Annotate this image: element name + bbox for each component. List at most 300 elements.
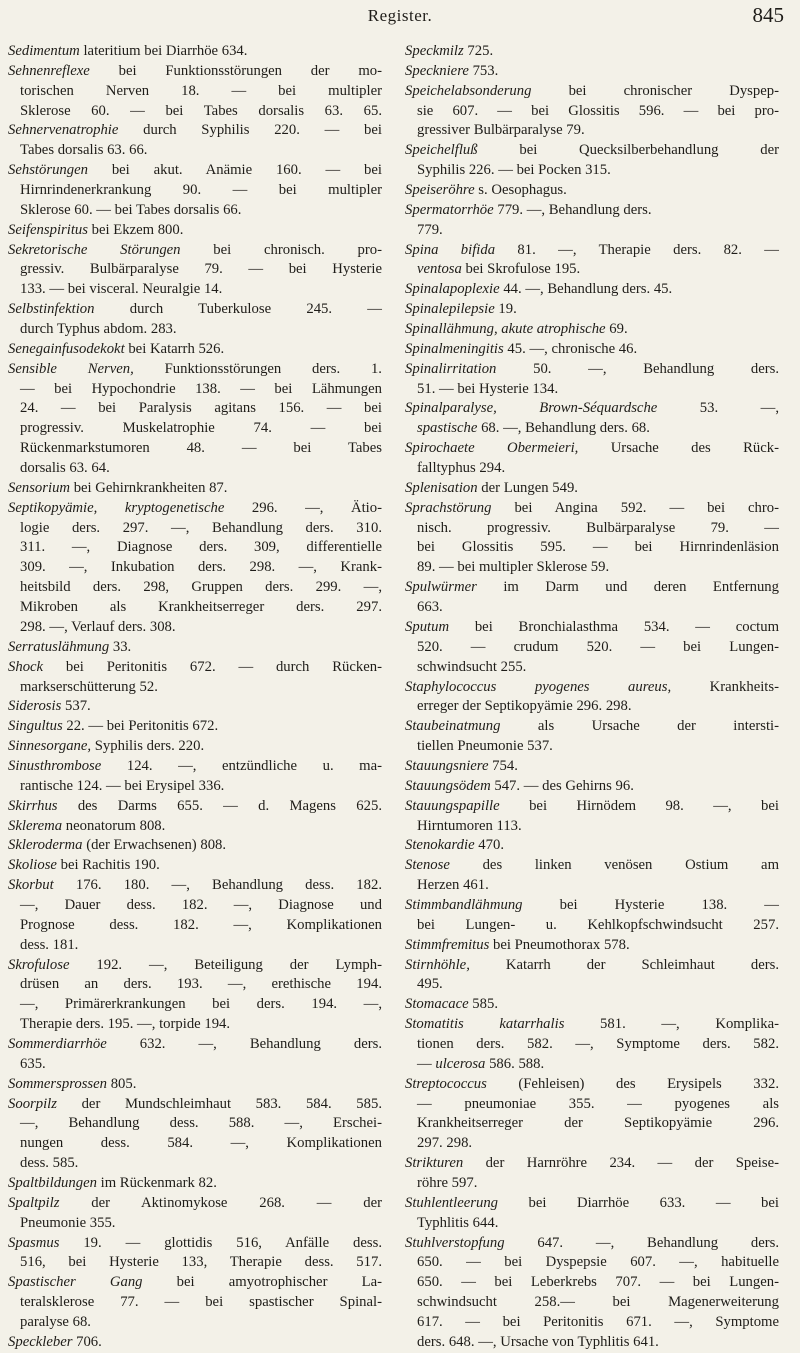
index-entry-line <box>8 658 382 678</box>
index-text: 69. <box>605 321 628 338</box>
index-entry-line <box>405 598 779 618</box>
index-text: 68. —, Behandlung ders. 68. <box>477 420 650 437</box>
index-entry-line <box>8 1055 382 1075</box>
index-entry-line <box>8 1293 382 1313</box>
index-text: 650. — bei Dyspepsie 607. —, habituelle <box>417 1254 779 1271</box>
index-keyword: Staubeinatmung <box>405 718 501 735</box>
index-text: Rückenmarkstumoren 48. — bei Tabes <box>20 440 382 457</box>
index-entry-line <box>405 499 779 519</box>
index-text: 754. <box>488 757 518 774</box>
index-text: markserschütterung 52. <box>20 678 158 695</box>
index-entry-line <box>405 578 779 598</box>
index-keyword: Sputum <box>405 618 450 635</box>
index-text: Krankheitserreger der Septikopyämie 296. <box>417 1115 779 1132</box>
index-text: erreger der Septikopyämie 296. 298. <box>417 698 632 715</box>
index-text: Therapie ders. 195. —, torpide 194. <box>20 1016 231 1033</box>
index-entry-line <box>405 836 779 856</box>
index-entry-line <box>8 876 382 896</box>
index-entry-line <box>8 499 382 519</box>
index-column-right <box>405 42 779 1353</box>
index-entry-line <box>8 459 382 479</box>
index-entry-line <box>8 1134 382 1154</box>
index-text: 663. <box>417 599 443 616</box>
index-keyword: Stenokardie <box>405 837 475 854</box>
index-keyword: Spinallähmung, akute atrophische <box>405 321 606 338</box>
index-keyword: Stomacace <box>405 996 469 1013</box>
index-keyword: Skorbut <box>8 877 54 894</box>
index-text: Sklerose 60. — bei Tabes dorsalis 66. <box>20 201 242 218</box>
index-entry-line <box>405 797 779 817</box>
index-entry-line <box>8 62 382 82</box>
index-keyword: Serratuslähmung <box>8 638 110 655</box>
index-entry-line <box>8 479 382 499</box>
index-entry-line <box>8 1075 382 1095</box>
index-entry-line <box>8 757 382 777</box>
index-entry-line <box>8 519 382 539</box>
index-text: 19. — glottidis 516, Anfälle dess. <box>59 1234 382 1251</box>
index-keyword: Spasmus <box>8 1234 60 1251</box>
index-entry-line <box>8 201 382 221</box>
index-keyword: Sprachstörung <box>405 499 492 516</box>
index-entry-line <box>405 260 779 280</box>
index-keyword: Stuhlverstopfung <box>405 1234 505 1251</box>
index-keyword: Spulwürmer <box>405 579 477 596</box>
page-header <box>0 0 800 40</box>
index-entry-line <box>405 280 779 300</box>
index-text: 309. —, Inkubation ders. 298. —, Krank- <box>20 559 382 576</box>
index-text: 753. <box>468 62 499 79</box>
index-keyword: Singultus <box>8 718 63 735</box>
index-text: der Harnröhre 234. — der Speise- <box>463 1155 779 1172</box>
index-text: 520. — crudum 520. — bei Lungen- <box>417 638 779 655</box>
index-entry-line <box>405 360 779 380</box>
index-text: schwindsucht 258.— bei Magenerweiterung <box>417 1294 779 1311</box>
index-entry-line <box>8 896 382 916</box>
index-text: 89. — bei multipler Sklerose 59. <box>417 559 610 576</box>
index-text: im Darm und deren Entfernung <box>476 579 779 596</box>
index-entry-line <box>405 181 779 201</box>
index-entry-line <box>405 956 779 976</box>
index-text: 124. —, entzündliche u. ma- <box>101 757 382 774</box>
index-entry-line <box>8 399 382 419</box>
index-text: 44. —, Behandlung ders. 45. <box>499 281 673 298</box>
index-keyword: Sinusthrombose <box>8 757 102 774</box>
index-entry-line <box>8 1273 382 1293</box>
index-text: — pneumoniae 355. — pyogenes als <box>417 1095 779 1112</box>
index-entry-line <box>8 141 382 161</box>
index-entry-line <box>8 1313 382 1333</box>
index-entry-line <box>8 280 382 300</box>
index-keyword: Septikopyämie, kryptogenetische <box>8 499 225 516</box>
index-text: ders. 648. —, Ursache von Typhlitis 641. <box>417 1333 659 1350</box>
index-keyword: Stenose <box>405 857 450 874</box>
index-keyword: Spinalparalyse, Brown-Séquardsche <box>405 400 658 417</box>
index-text: Tabes dorsalis 63. 66. <box>20 142 148 159</box>
index-text: bei chronisch. pro- <box>180 241 382 258</box>
index-entry-line <box>405 459 779 479</box>
index-text: 33. <box>109 638 132 655</box>
index-keyword: Sensible Nerven, <box>8 360 134 377</box>
index-entry-line <box>405 1313 779 1333</box>
index-text: 50. —, Behandlung ders. <box>496 360 779 377</box>
index-entry-line <box>405 241 779 261</box>
index-entry-line <box>8 578 382 598</box>
index-entry-line <box>405 658 779 678</box>
index-text: (Fehleisen) des Erysipels 332. <box>486 1075 779 1092</box>
index-text: Typhlitis 644. <box>417 1214 499 1231</box>
index-text: der Lungen 549. <box>477 479 578 496</box>
running-head: Register. <box>367 6 433 25</box>
index-entry-line <box>405 538 779 558</box>
index-text: dess. 585. <box>20 1155 79 1172</box>
index-text: bei Rachitis 190. <box>56 857 160 874</box>
index-text: 779. <box>417 221 443 238</box>
index-text: Syphilis 226. — bei Pocken 315. <box>417 162 611 179</box>
index-entry-line <box>405 300 779 320</box>
index-keyword: Spaltpilz <box>8 1194 60 1211</box>
index-text: 725. <box>463 43 494 59</box>
index-entry-line <box>8 260 382 280</box>
index-entry-line <box>405 876 779 896</box>
index-entry-line <box>8 737 382 757</box>
index-entry-line <box>8 1154 382 1174</box>
index-text: 516, bei Hysterie 133, Therapie dess. 517. <box>20 1254 382 1271</box>
index-entry-line <box>405 1293 779 1313</box>
index-entry-line <box>405 975 779 995</box>
index-entry-line <box>405 995 779 1015</box>
index-keyword: Speiseröhre <box>405 182 475 199</box>
index-entry-line <box>405 717 779 737</box>
index-text: der Aktinomykose 268. — der <box>59 1194 382 1211</box>
index-text: des Darms 655. — d. Magens 625. <box>57 797 382 814</box>
index-text: — bei Hypochondrie 138. — bei Lähmungen <box>20 380 382 397</box>
index-text: progressiv. Muskelatrophie 74. — bei <box>20 420 382 437</box>
index-entry-line <box>8 797 382 817</box>
index-text: tiellen Pneumonie 537. <box>417 738 553 755</box>
index-entry-line <box>8 42 382 62</box>
index-entry-line <box>8 1214 382 1234</box>
index-text: bei amyotrophischer La- <box>142 1274 382 1291</box>
index-keyword: Speckmilz <box>405 43 464 59</box>
index-keyword: Stauungsniere <box>405 757 489 774</box>
index-entry-line <box>8 181 382 201</box>
index-entry-line <box>405 1134 779 1154</box>
index-keyword: Sehstörungen <box>8 162 88 179</box>
index-text: 53. —, <box>657 400 780 417</box>
index-text: bei Pneumothorax 578. <box>489 936 630 953</box>
index-keyword: Sklerema <box>8 817 63 834</box>
index-entry-line <box>405 697 779 717</box>
index-text: röhre 597. <box>417 1174 478 1191</box>
index-entry-line <box>405 1174 779 1194</box>
index-entry-line <box>405 856 779 876</box>
index-text: 706. <box>72 1333 102 1350</box>
index-keyword: Stuhlentleerung <box>405 1194 499 1211</box>
index-text: 296. —, Ätio- <box>224 499 382 516</box>
index-entry-line <box>405 1253 779 1273</box>
index-text: dorsalis 63. 64. <box>20 460 110 477</box>
index-entry-line <box>8 380 382 400</box>
index-entry-line <box>405 161 779 181</box>
index-text: bei Angina 592. — bei chro- <box>491 499 779 516</box>
index-text: als Ursache der intersti- <box>500 718 779 735</box>
index-keyword: Speckleber <box>8 1333 73 1350</box>
index-text: teralsklerose 77. — bei spastischer Spinal- <box>20 1294 382 1311</box>
index-keyword: Sklerodermа <box>8 837 83 854</box>
index-keyword: Stomatitis katarrhalis <box>405 1016 565 1033</box>
index-entry-line <box>405 777 779 797</box>
index-entry-line <box>8 598 382 618</box>
index-text: drüsen an ders. 193. —, erethische 194. <box>20 976 382 993</box>
index-text: 297. 298. <box>417 1135 473 1152</box>
page-number: 845 <box>752 3 784 27</box>
index-entry-line <box>8 1095 382 1115</box>
index-text: durch Typhus abdom. 283. <box>20 321 177 338</box>
index-entry-line <box>8 1333 382 1353</box>
index-text: bei Hirnödem 98. —, bei <box>499 797 779 814</box>
index-entry-line <box>405 221 779 241</box>
index-entry-line <box>405 121 779 141</box>
index-entry-line <box>405 320 779 340</box>
index-text: lateritium bei Diarrhöe 634. <box>79 43 248 59</box>
index-keyword: Sensorium <box>8 479 71 496</box>
index-keyword: Sommerdiarrhöe <box>8 1035 107 1052</box>
index-text: gressiver Bulbärparalyse 79. <box>417 122 585 139</box>
index-entry-line <box>8 777 382 797</box>
index-keyword: Sehnenreflexe <box>8 62 90 79</box>
index-keyword: Spermatorrhöe <box>405 201 494 218</box>
index-text: paralyse 68. <box>20 1314 91 1330</box>
index-entry-line <box>8 1234 382 1254</box>
index-text: 133. — bei visceral. Neuralgie 14. <box>20 281 223 298</box>
index-text: Krankheits- <box>671 678 779 695</box>
index-text: 805. <box>107 1075 137 1092</box>
index-text: 81. —, Therapie ders. 82. — <box>495 241 779 258</box>
index-text: 547. — des Gehirns 96. <box>490 777 634 794</box>
index-entry-line <box>405 82 779 102</box>
index-text: Mikroben als Krankheitserreger ders. 297. <box>20 599 382 616</box>
index-entry-line <box>405 1154 779 1174</box>
index-entry-line <box>405 439 779 459</box>
index-entry-line <box>405 42 779 62</box>
index-text: 45. —, chronische 46. <box>503 340 638 357</box>
index-keyword: Spaltbildungen <box>8 1174 97 1191</box>
index-keyword: Sedimentum <box>8 43 80 59</box>
index-entry-line <box>405 62 779 82</box>
index-entry-line <box>405 102 779 122</box>
index-keyword: Splenisation <box>405 479 478 496</box>
index-text: 298. —, Verlauf ders. 308. <box>20 618 176 635</box>
index-keyword: Spinalmeningitis <box>405 340 504 357</box>
index-keyword: Stirnhöhle, <box>405 956 470 973</box>
index-entry-line <box>405 916 779 936</box>
index-entry-line <box>8 360 382 380</box>
index-text: falltyphus 294. <box>417 460 506 477</box>
index-text: 51. — bei Hysterie 134. <box>417 380 559 397</box>
index-text: im Rückenmark 82. <box>96 1174 217 1191</box>
index-keyword: Stimmbandlähmung <box>405 896 523 913</box>
index-keyword: Stauungspapille <box>405 797 500 814</box>
index-text: 779. —, Behandlung ders. <box>493 201 652 218</box>
index-entry-line <box>405 1114 779 1134</box>
index-text: 192. —, Beteiligung der Lymph- <box>69 956 382 973</box>
index-entry-line <box>405 519 779 539</box>
index-text: — <box>417 1055 436 1072</box>
index-text: (der Erwachsenen) 808. <box>82 837 227 854</box>
index-entry-line <box>405 1075 779 1095</box>
index-text: bei Ekzem 800. <box>87 221 184 238</box>
index-entry-line <box>8 439 382 459</box>
index-text: tionen ders. 582. —, Symptome ders. 582. <box>417 1035 779 1052</box>
index-text: gressiv. Bulbärparalyse 79. — bei Hysterie <box>20 261 382 278</box>
index-text: Funktionsstörungen ders. 1. <box>133 360 382 377</box>
index-text: 495. <box>417 976 443 993</box>
index-entry-line <box>8 221 382 241</box>
index-text: 647. —, Behandlung ders. <box>504 1234 779 1251</box>
index-text: 585. <box>468 996 498 1013</box>
index-text: Syphilis ders. 220. <box>91 738 205 755</box>
index-text: Hirntumoren 113. <box>417 817 522 834</box>
index-keyword: Sommersprossen <box>8 1075 108 1092</box>
index-text: 650. — bei Leberkrebs 707. — bei Lungen- <box>417 1274 779 1291</box>
index-keyword: Speichelabsonderung <box>405 82 532 99</box>
index-entry-line <box>8 121 382 141</box>
index-entry-line <box>8 975 382 995</box>
index-entry-line <box>405 399 779 419</box>
index-entry-line <box>405 201 779 221</box>
index-text: 176. 180. —, Behandlung dess. 182. <box>53 877 382 894</box>
index-keyword: Strikturen <box>405 1155 464 1172</box>
index-text: nungen dess. 584. —, Komplikationen <box>20 1135 382 1152</box>
index-keyword: Speckniere <box>405 62 469 79</box>
index-text: bei Diarrhöe 633. — bei <box>498 1194 779 1211</box>
index-entry-line <box>8 1114 382 1134</box>
index-text: schwindsucht 255. <box>417 658 527 675</box>
index-entry-line <box>405 936 779 956</box>
index-text: durch Syphilis 220. — bei <box>118 122 382 139</box>
index-text: 470. <box>474 837 504 854</box>
index-entry-line <box>405 558 779 578</box>
index-keyword: Spinalepilepsie <box>405 301 495 318</box>
index-entry-line <box>405 419 779 439</box>
index-text: 537. <box>61 698 91 715</box>
index-text: bei Glossitis 595. — bei Hirnrindenläsion <box>417 539 779 556</box>
index-keyword: Stauungsödem <box>405 777 491 794</box>
index-column-left <box>8 42 382 1353</box>
index-text: bei Funktionsstörungen der mo- <box>89 62 382 79</box>
index-entry-line <box>405 1035 779 1055</box>
index-entry-line <box>8 817 382 837</box>
index-entry-line <box>405 817 779 837</box>
index-text: 19. <box>494 301 517 318</box>
index-keyword: Siderosis <box>8 698 62 715</box>
index-keyword: Skrofulose <box>8 956 70 973</box>
index-text: dess. 181. <box>20 936 79 953</box>
index-entry-line <box>405 618 779 638</box>
index-entry-line <box>8 1253 382 1273</box>
index-text: bei Skrofulose 195. <box>461 261 581 278</box>
index-text: des linken venösen Ostium am <box>449 857 779 874</box>
index-keyword: Seifenspiritus <box>8 221 88 238</box>
index-keyword: Spastischer Gang <box>8 1274 143 1291</box>
index-keyword: Soorpilz <box>8 1095 57 1112</box>
index-entry-line <box>8 916 382 936</box>
index-entry-line <box>8 936 382 956</box>
index-text: bei Lungen- u. Kehlkopfschwindsucht 257. <box>417 916 779 933</box>
index-entry-line <box>8 956 382 976</box>
index-entry-line <box>405 737 779 757</box>
index-keyword: Sekretorische Störungen <box>8 241 181 258</box>
index-text: —, Dauer dess. 182. —, Diagnose und <box>20 896 382 913</box>
index-keyword: Selbstinfektion <box>8 301 95 318</box>
index-entry-line <box>405 1015 779 1035</box>
index-text: bei akut. Anämie 160. — bei <box>87 162 382 179</box>
index-text: bei Peritonitis 672. — durch Rücken- <box>43 658 382 675</box>
index-text: 586. 588. <box>485 1055 545 1072</box>
index-keyword: Streptococcus <box>405 1075 487 1092</box>
index-keyword: ulcerosa <box>435 1055 486 1072</box>
index-entry-line <box>8 102 382 122</box>
index-text: bei chronischer Dyspep- <box>531 82 779 99</box>
index-entry-line <box>405 678 779 698</box>
index-entry-line <box>405 1055 779 1075</box>
index-text: —, Primärerkrankungen bei ders. 194. —, <box>20 996 382 1013</box>
index-keyword: Sehnervenatrophie <box>8 122 119 139</box>
index-keyword: Spinalirritation <box>405 360 497 377</box>
index-text: 22. — bei Peritonitis 672. <box>62 718 219 735</box>
index-entry-line <box>405 1273 779 1293</box>
index-entry-line <box>405 1234 779 1254</box>
index-text: logie ders. 297. —, Behandlung ders. 310. <box>20 519 382 536</box>
index-entry-line <box>8 717 382 737</box>
index-text: torischen Nerven 18. — bei multipler <box>20 82 382 99</box>
index-text: sie 607. — bei Glossitis 596. — bei pro- <box>417 102 779 119</box>
index-entry-line <box>8 82 382 102</box>
index-keyword: Skoliose <box>8 857 57 874</box>
index-entry-line <box>8 1015 382 1035</box>
index-keyword: Spina bifida <box>405 241 496 258</box>
index-entry-line <box>8 678 382 698</box>
index-text: bei Quecksilberbehandlung der <box>477 142 779 159</box>
index-keyword: spastische <box>417 420 478 437</box>
index-keyword: ventosa <box>417 261 462 278</box>
index-text: Herzen 461. <box>417 877 489 894</box>
index-text: nisch. progressiv. Bulbärparalyse 79. — <box>417 519 779 536</box>
index-keyword: Senegainfusodekokt <box>8 340 125 357</box>
index-text: s. Oesophagus. <box>474 182 567 199</box>
index-keyword: Speichelfluß <box>405 142 478 159</box>
index-entry-line <box>8 697 382 717</box>
index-entry-line <box>405 896 779 916</box>
index-text: —, Behandlung dess. 588. —, Erschei- <box>20 1115 382 1132</box>
index-entry-line <box>8 241 382 261</box>
index-entry-line <box>405 1333 779 1353</box>
index-entry-line <box>405 638 779 658</box>
index-entry-line <box>8 558 382 578</box>
index-entry-line <box>405 380 779 400</box>
index-keyword: Stimmfremitus <box>405 936 490 953</box>
index-entry-line <box>8 320 382 340</box>
index-text: Pneumonie 355. <box>20 1214 116 1231</box>
index-entry-line <box>405 141 779 161</box>
index-keyword: Shock <box>8 658 44 675</box>
index-text: 581. —, Komplika- <box>564 1016 779 1033</box>
index-keyword: Spirochaete Obermeieri, <box>405 440 579 457</box>
index-keyword: Sinnesorgane, <box>8 738 92 755</box>
index-entry-line <box>8 161 382 181</box>
index-text: heitsbild ders. 298, Gruppen ders. 299. —, <box>20 579 382 596</box>
index-text: bei Katarrh 526. <box>124 340 225 357</box>
